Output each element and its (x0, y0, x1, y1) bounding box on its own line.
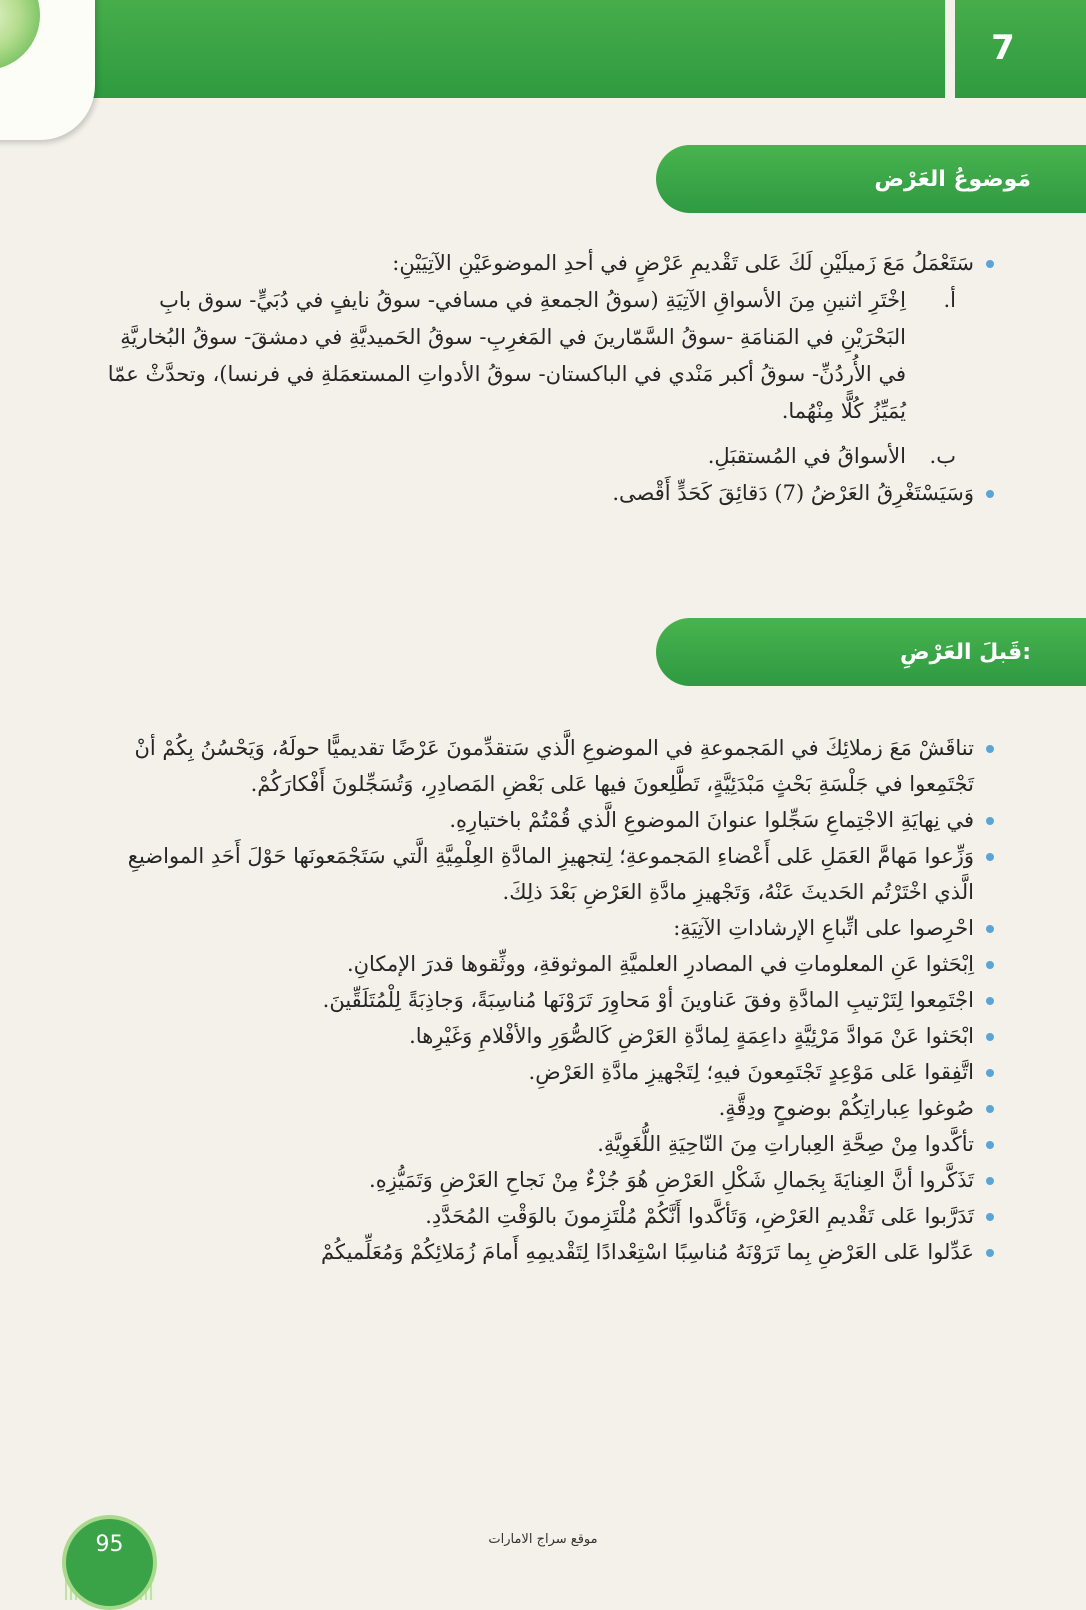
list-item: ابْحَثوا عَنْ مَوادَّ مَرْئِيَّةٍ داعِمَةٍ لِمادَّةِ العَرْضِ كَالصُّوَرِ والأفْلامِ وَغَيْرِها. (101, 1018, 996, 1054)
page-number: 95 (95, 1532, 124, 1557)
list-item: عَدِّلوا عَلى العَرْضِ بِما تَرَوْنَهُ مُناسِبًا اسْتِعْدادًا لِتَقْديمِهِ أَمامَ زُمَلائِكُمْ وَمُعَلِّميكُمْ (101, 1234, 996, 1270)
section-header-presentation-topic (656, 145, 1086, 213)
option-a (101, 282, 996, 430)
footer-site-label: موقع سراج الامارات (488, 1532, 598, 1547)
list-item: تناقَشْ مَعَ زملائِكَ في المَجموعةِ في الموضوعِ الَّذي سَتقدِّمونَ عَرْضًا تقديميًّا حولَهُ، وَيَحْسُنُ بِكُمْ أنْ تَجْتَمِعوا في جَلْسَةِ بَحْثٍ مَبْدَئِيَّةٍ، تَطَّلِعونَ فيها عَلى بَعْضِ المَصادِرِ، وَتُسَجِّلونَ أَفْكارَكُمْ. (101, 730, 996, 802)
list-item: احْرِصوا على اتِّباعِ الإرشاداتِ الآتِيَةِ: (101, 910, 996, 946)
list-item: وَسَيَسْتَغْرِقُ العَرْضُ (7) دَقائِقَ كَحَدٍّ أَقْصى. (101, 475, 996, 512)
section-title: مَوضوعُ العَرْض (874, 166, 1031, 192)
page-number-badge (62, 1515, 157, 1610)
corner-decoration (0, 0, 95, 140)
list-item: وَزِّعوا مَهامَّ العَمَلِ عَلى أَعْضاءِ المَجموعةِ؛ لِتجهيزِ المادَّةِ العِلْمِيَّةِ الَّتي سَتَجْمَعونَها حَوْلَ أَحَدِ المواضيعِ الَّذي اخْتَرْتُم الحَديثَ عَنْهُ، وَتَجْهيزِ مادَّةِ العَرْضِ بَعْدَ ذلِكَ. (101, 838, 996, 910)
list-item: صُوغوا عِباراتِكُمْ بوضوحٍ ودِقَّةٍ. (101, 1090, 996, 1126)
section-header-before-presentation (656, 618, 1086, 686)
top-header-band (0, 0, 1086, 98)
option-mark: أ. (943, 288, 956, 312)
option-text: الأسواقُ في المُستقبَلِ. (707, 444, 906, 468)
before-presentation-content (101, 730, 996, 1270)
list-item: في نِهايَةِ الاجْتِماعِ سَجِّلوا عنوانَ الموضوعِ الَّذي قُمْتُمْ باختيارِهِ. (101, 802, 996, 838)
chapter-number: 7 (991, 28, 1015, 68)
list-item: اجْتَمِعوا لِتَرْتيبِ المادَّةِ وفقَ عَناوينَ أوْ مَحاوِرَ تَرَوْنَها مُناسِبَةً، وَجاذِبَةً لِلْمُتَلَقِّينَ. (101, 982, 996, 1018)
list-item: تأكَّدوا مِنْ صِحَّةِ العِباراتِ مِنَ النّاحِيَةِ اللُّغَوِيَّةِ. (101, 1126, 996, 1162)
list-item: سَتَعْمَلُ مَعَ زَميلَيْنِ لَكَ عَلى تَقْديمِ عَرْضٍ في أحدِ الموضوعَيْنِ الآتِيَيْنِ: (101, 245, 996, 282)
topic-section-content (101, 245, 996, 512)
option-text: اِخْتَرِ اثنينِ مِنَ الأسواقِ الآتِيَةِ (سوقُ الجمعةِ في مسافي- سوقُ نايفٍ في دُبَيٍّ- سوق بابِ البَحْرَيْنِ في المَنامَةِ -سوقُ السَّمّارينَ في المَغرِبِ- سوقُ الحَميديَّةِ في دمشقَ- سوقُ البُخاريَّةِ في الأُردُنِّ- سوقُ أكبر مَنْدي في الباكستان- سوقُ الأدواتِ المستعمَلةِ في فرنسا)، وتحدَّثْ عمّا يُمَيِّزُ كُلًّا مِنْهُما. (107, 288, 906, 423)
section-title: قَبلَ العَرْضِ: (900, 639, 1031, 665)
option-b (101, 438, 996, 475)
list-item: تَدَرَّبوا عَلى تَقْديمِ العَرْضِ، وَتَأكَّدوا أَنَّكُمْ مُلْتَزِمونَ بالوَقْتِ المُحَدَّدِ. (101, 1198, 996, 1234)
list-item: تَذَكَّروا أنَّ العِنايَةَ بِجَمالِ شَكْلِ العَرْضِ هُوَ جُزْءٌ مِنْ نَجاحِ العَرْضِ وَتَمَيُّزِهِ. (101, 1162, 996, 1198)
list-item: اتَّفِقوا عَلى مَوْعِدٍ تَجْتَمِعونَ فيهِ؛ لِتَجْهيزِ مادَّةِ العَرْضِ. (101, 1054, 996, 1090)
decorative-disc-icon (0, 0, 40, 70)
header-divider (945, 0, 955, 98)
option-mark: ب. (929, 444, 956, 468)
list-item: اِبْحَثوا عَنِ المعلوماتِ في المصادرِ العلميَّةِ الموثوقةِ، ووثِّقوها قدرَ الإمكانِ. (101, 946, 996, 982)
